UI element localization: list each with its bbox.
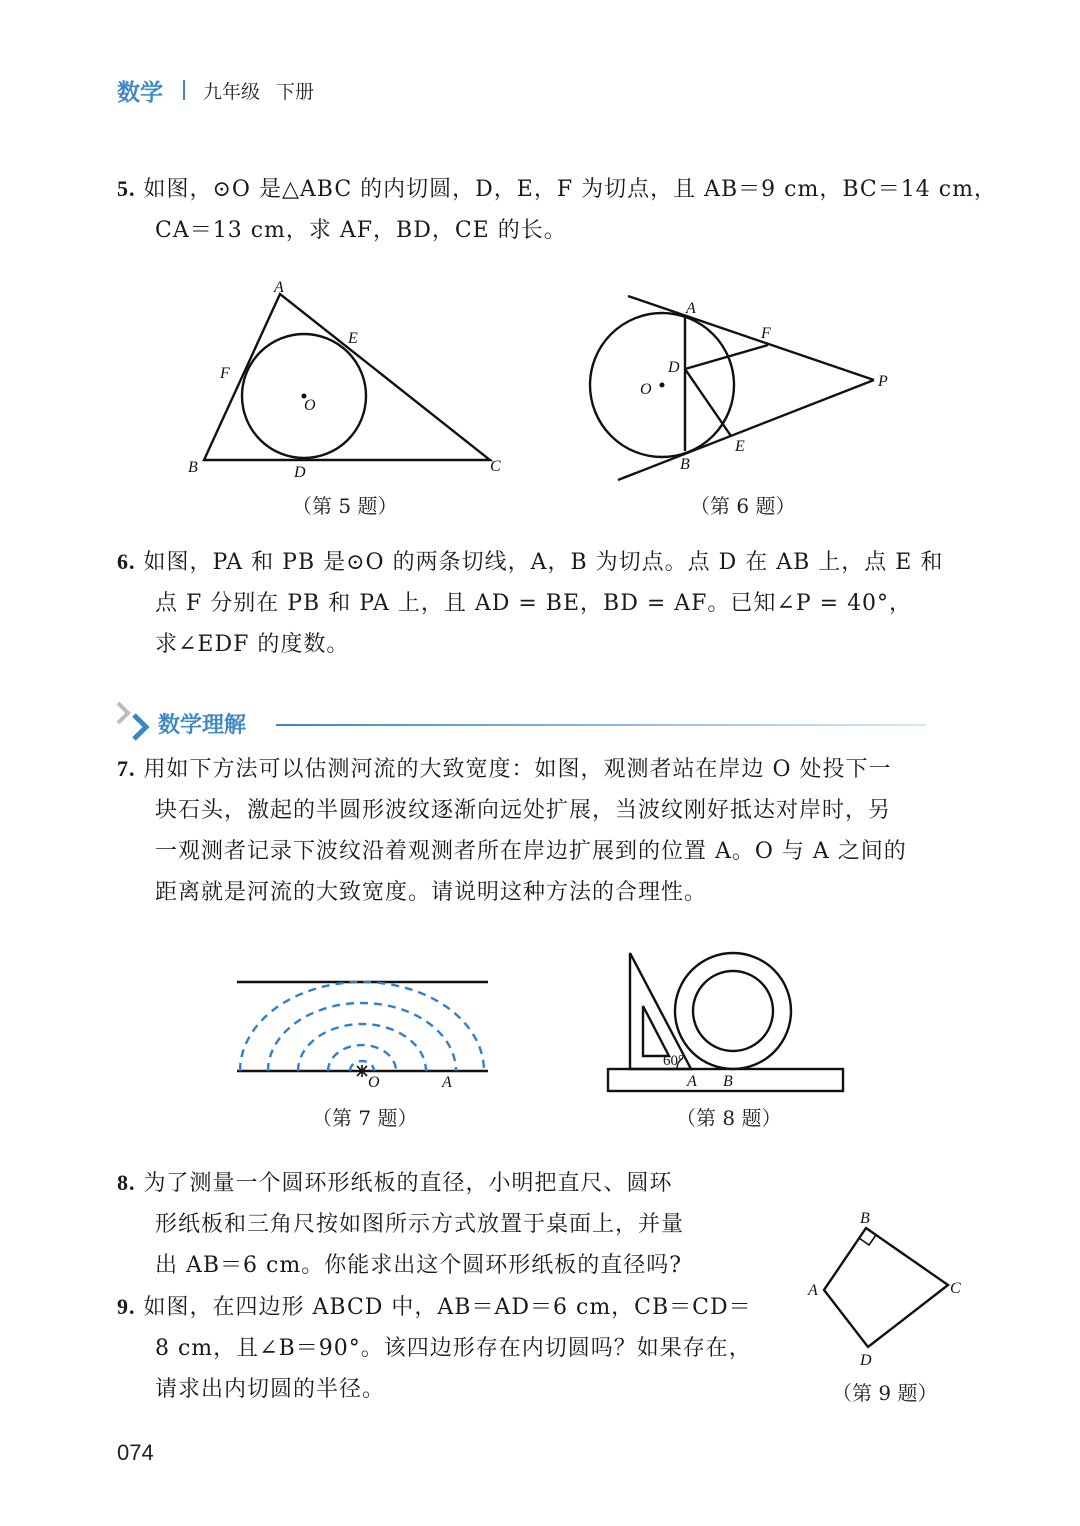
quadrilateral-abcd bbox=[824, 1228, 948, 1347]
label-e: E bbox=[735, 438, 745, 455]
label-d: D bbox=[668, 359, 680, 376]
problem-6-line1: 如图，PA 和 PB 是⊙O 的两条切线，A，B 为切点。点 D 在 AB 上，点 E 和 bbox=[143, 550, 944, 575]
label-b: B bbox=[860, 1210, 870, 1227]
center-point-o bbox=[660, 383, 665, 388]
figure-9 bbox=[800, 1205, 975, 1375]
set-square-outer bbox=[630, 953, 691, 1069]
label-f: F bbox=[220, 365, 230, 382]
problem-9-line1: 如图，在四边形 ABCD 中，AB＝AD＝6 cm，CB＝CD＝ bbox=[143, 1295, 752, 1320]
problem-7-line3: 一观测者记录下波纹沿着观测者所在岸边扩展到的位置 A。O 与 A 之间的 bbox=[155, 839, 907, 864]
figure-8 bbox=[603, 948, 853, 1098]
page-header bbox=[117, 72, 314, 108]
tangent-pb bbox=[618, 380, 874, 480]
problem-5-line1: 如图，⊙O 是△ABC 的内切圆，D，E，F 为切点，且 AB＝9 cm，BC＝14 cm， bbox=[143, 177, 997, 202]
problem-7-number: 7. bbox=[117, 756, 136, 781]
chevron-right-icon bbox=[114, 700, 158, 744]
label-f: F bbox=[761, 325, 771, 342]
problem-8-line1: 为了测量一个圆环形纸板的直径，小明把直尺、圆环 bbox=[143, 1171, 673, 1196]
problem-8 bbox=[117, 1162, 684, 1286]
splash-icon bbox=[356, 1065, 368, 1077]
set-square-inner bbox=[643, 1006, 669, 1056]
label-a: A bbox=[808, 1282, 818, 1299]
problem-5-number: 5. bbox=[117, 176, 136, 201]
tangent-pa bbox=[628, 296, 874, 380]
label-o: O bbox=[304, 397, 316, 414]
figure-5 bbox=[180, 272, 520, 487]
label-d: D bbox=[860, 1352, 872, 1369]
header-divider bbox=[183, 80, 185, 100]
figure-9-caption: （第 9 题） bbox=[832, 1381, 938, 1405]
figure-6 bbox=[580, 285, 910, 490]
label-a: A bbox=[442, 1074, 452, 1091]
problem-6 bbox=[117, 541, 943, 665]
label-c: C bbox=[490, 458, 501, 475]
problem-6-number: 6. bbox=[117, 549, 136, 574]
wave-ripple bbox=[298, 1024, 426, 1071]
problem-8-number: 8. bbox=[117, 1170, 136, 1195]
header-grade: 九年级 bbox=[203, 80, 261, 103]
segment-de bbox=[685, 369, 731, 436]
problem-9 bbox=[117, 1286, 752, 1410]
wave-ripples bbox=[240, 982, 484, 1071]
label-c: C bbox=[950, 1280, 961, 1297]
triangle-abc bbox=[204, 294, 490, 460]
problem-9-number: 9. bbox=[117, 1294, 136, 1319]
problem-6-line3: 求∠EDF 的度数。 bbox=[155, 632, 350, 657]
label-b: B bbox=[680, 456, 690, 473]
problem-7 bbox=[117, 748, 907, 913]
figure-7-caption: （第 7 题） bbox=[312, 1106, 418, 1130]
label-a: A bbox=[686, 300, 696, 317]
label-e: E bbox=[348, 330, 358, 347]
problem-7-line4: 距离就是河流的大致宽度。请说明这种方法的合理性。 bbox=[155, 880, 708, 905]
figure-6-caption: （第 6 题） bbox=[690, 494, 796, 518]
figure-8-caption: （第 8 题） bbox=[676, 1106, 782, 1130]
label-b: B bbox=[723, 1073, 733, 1090]
label-p: P bbox=[878, 373, 888, 390]
section-title: 数学理解 bbox=[158, 713, 247, 738]
problem-5 bbox=[117, 168, 997, 251]
problem-7-line2: 块石头，激起的半圆形波纹逐渐向远处扩展，当波纹刚好抵达对岸时，另 bbox=[155, 798, 892, 823]
label-a: A bbox=[274, 279, 284, 296]
problem-6-line2: 点 F 分别在 PB 和 PA 上，且 AD = BE，BD = AF。已知∠P = 40°， bbox=[155, 591, 913, 616]
page-number: 074 bbox=[117, 1440, 154, 1465]
problem-8-line3: 出 AB＝6 cm。你能求出这个圆环形纸板的直径吗? bbox=[155, 1253, 683, 1278]
label-d: D bbox=[294, 464, 306, 481]
wave-ripple bbox=[240, 982, 484, 1071]
label-a: A bbox=[687, 1073, 697, 1090]
ring-inner bbox=[693, 971, 773, 1051]
section-heading bbox=[114, 700, 934, 750]
problem-5-line2: CA＝13 cm，求 AF，BD，CE 的长。 bbox=[155, 218, 567, 243]
label-o: O bbox=[368, 1074, 380, 1091]
problem-8-line2: 形纸板和三角尺按如图所示方式放置于桌面上，并量 bbox=[155, 1212, 685, 1237]
header-subject: 数学 bbox=[117, 79, 163, 106]
problem-9-line3: 请求出内切圆的半径。 bbox=[155, 1377, 386, 1402]
figure-5-caption: （第 5 题） bbox=[292, 494, 398, 518]
segment-df bbox=[685, 345, 768, 369]
angle-label: 60° bbox=[663, 1053, 684, 1069]
label-o: O bbox=[640, 381, 652, 398]
figure-7 bbox=[232, 972, 494, 1100]
problem-7-line1: 用如下方法可以估测河流的大致宽度：如图，观测者站在岸边 O 处投下一 bbox=[143, 757, 892, 782]
header-volume: 下册 bbox=[276, 80, 315, 103]
section-divider bbox=[276, 724, 926, 726]
label-b: B bbox=[188, 459, 198, 476]
problem-9-line2: 8 cm，且∠B＝90°。该四边形存在内切圆吗？如果存在， bbox=[155, 1336, 752, 1361]
